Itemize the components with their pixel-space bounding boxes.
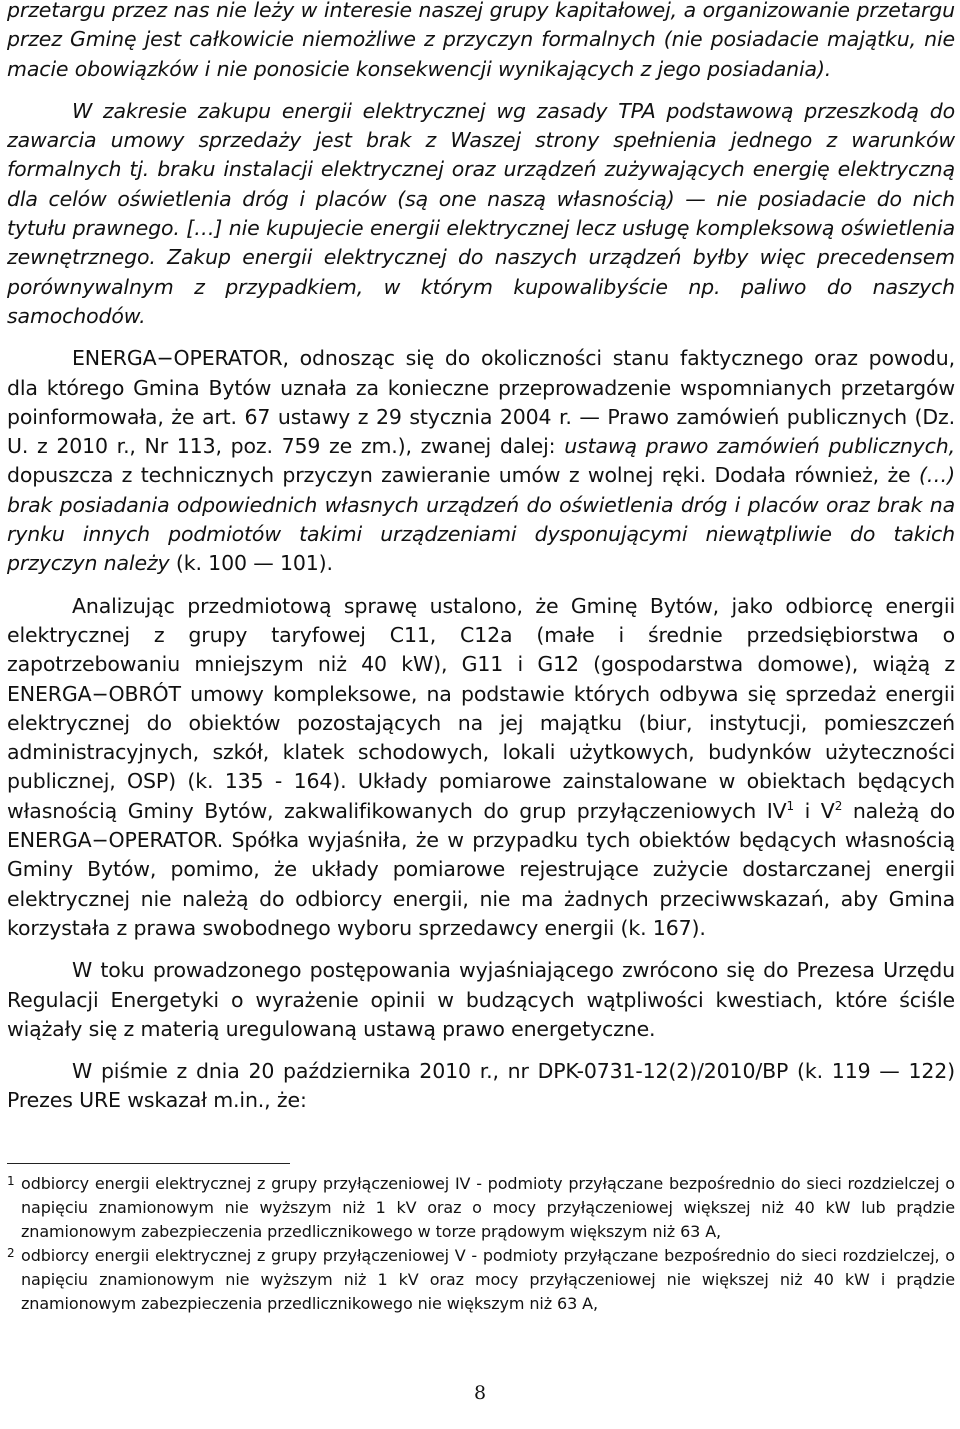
- paragraph-analysis: [7, 592, 955, 944]
- footnote-separator: [7, 1163, 290, 1164]
- paragraph-quote-continuation: przetargu przez nas nie leży w interesie naszej grupy kapitałowej, a organizowanie przetargu przez Gminę jest całkowicie niemożliwe z przyczyn formalnych (nie posiadacie majątku, nie macie obowiązków i nie ponosicie konsekwencji wynikających z jego posiadania).: [7, 0, 955, 81]
- footnotes: [7, 1172, 955, 1316]
- footnote-2: [7, 1244, 955, 1316]
- footnote-text: odbiorcy energii elektrycznej z grupy przyłączeniowej IV - podmioty przyłączane bezpośrednio do sieci rozdzielczej o napięciu znamionowym nie wyższym niż 1 kV oraz o mocy przyłączeniowej większej niż 40 kW lub prądzie znamionowym zabezpieczenia przedlicznikowego w torze prądowym większym niż 63 A,: [21, 1174, 955, 1241]
- paragraph-energa-operator: [7, 344, 955, 578]
- paragraph-quote-tpa: W zakresie zakupu energii elektrycznej wg zasady TPA podstawową przeszkodą do zawarcia umowy sprzedaży jest brak z Waszej strony spełnienia jednego z warunków formalnych tj. braku instalacji elektrycznej oraz urządzeń zużywających energię elektryczną dla celów oświetlenia dróg i placów (są one naszą własnością) — nie posiadacie do nich tytułu prawnego. […] nie kupujecie energii elektrycznej lecz usługę kompleksową oświetlenia zewnętrznego. Zakup energii elektrycznej do naszych urządzeń byłby więc precedensem porównywalnym z przypadkiem, w którym kupowalibyście np. paliwo do naszych samochodów.: [7, 98, 955, 328]
- text-segment: i V: [794, 798, 835, 823]
- text-segment: (k. 100 — 101).: [169, 551, 333, 576]
- text-segment: należą do ENERGA−OPERATOR. Spółka wyjaśniła, że w przypadku tych obiektów będących własnością Gminy Bytów, pomimo, że układy pomiarowe rejestrujące zużycie dostarczanej energii elektrycznej nie należą do odbiorcy energii, nie ma żadnych przeciwwskazań, aby Gmina korzystała z prawa swobodnego wyboru sprzedawcy energii (k. 167).: [7, 798, 955, 940]
- footnote-1: [7, 1172, 955, 1244]
- footnote-ref-2: 2: [834, 798, 843, 813]
- page-number: 8: [473, 1382, 487, 1404]
- footnote-ref-1: 1: [786, 798, 794, 813]
- text-segment: dopuszcza z technicznych przyczyn zawieranie umów z wolnej ręki. Dodała również, że: [7, 463, 919, 488]
- body-text: [7, 0, 955, 1129]
- footnote-mark: 1: [7, 1174, 15, 1188]
- paragraph-ure-request: W toku prowadzonego postępowania wyjaśniającego zwrócono się do Prezesa Urzędu Regulacji Energetyki o wyrażenie opinii w budzących wątpliwości kwestiach, które ściśle wiążały się z materią uregulowaną ustawą prawo energetyczne.: [7, 958, 955, 1041]
- text-segment: ENERGA−OPERATOR, odnosząc się do okoliczności stanu faktycznego oraz powodu, dla którego Gmina Bytów uznała za konieczne przeprowadzenie wspomnianych przetargów poinformowała, że art. 67 ustawy z 29 stycznia 2004 r. — Prawo zamówień publicznych (Dz. U. z 2010 r., Nr 113, poz. 759 ze zm.), zwanej dalej:: [7, 346, 955, 459]
- paragraph-ure-letter: W piśmie z dnia 20 października 2010 r., nr DPK-0731-12(2)/2010/BP (k. 119 — 122) Prezes URE wskazał m.in., że:: [7, 1059, 955, 1113]
- italic-term: ustawą prawo zamówień publicznych,: [564, 434, 955, 459]
- footnote-mark: 2: [7, 1246, 15, 1260]
- footnote-text: odbiorcy energii elektrycznej z grupy przyłączeniowej V - podmioty przyłączane bezpośrednio do sieci rozdzielczej, o napięciu znamionowym nie wyższym niż 1 kV oraz mocy przyłączeniowej nie większej niż 40 kW i prądzie znamionowym zabezpieczenia przedlicznikowego nie większym niż 63 A,: [21, 1246, 955, 1313]
- text-segment: Analizując przedmiotową sprawę ustalono, że Gminę Bytów, jako odbiorcę energii elektrycznej z grupy taryfowej C11, C12a (małe i średnie przedsiębiorstwa o zapotrzebowaniu mniejszym niż 40 kW), G11 i G12 (gospodarstwa domowe), wiążą z ENERGA−OBRÓT umowy kompleksowe, na podstawie których odbywa się sprzedaż energii elektrycznej do obiektów pozostających na jej majątku (biur, instytucji, pomieszczeń administracyjnych, szkół, klatek schodowych, lokali użytkowych, budynków użyteczności publicznej, OSP) (k. 135 - 164). Układy pomiarowe zainstalowane w obiektach będących własnością Gminy Bytów, zakwalifikowanych do grup przyłączeniowych IV: [7, 593, 955, 823]
- italic-quote: (…) brak posiadania odpowiednich własnych urządzeń do oświetlenia dróg i placów oraz brak na rynku innych podmiotów takimi urządzeniami dysponującymi niewątpliwie do takich przyczyn należy: [7, 463, 955, 576]
